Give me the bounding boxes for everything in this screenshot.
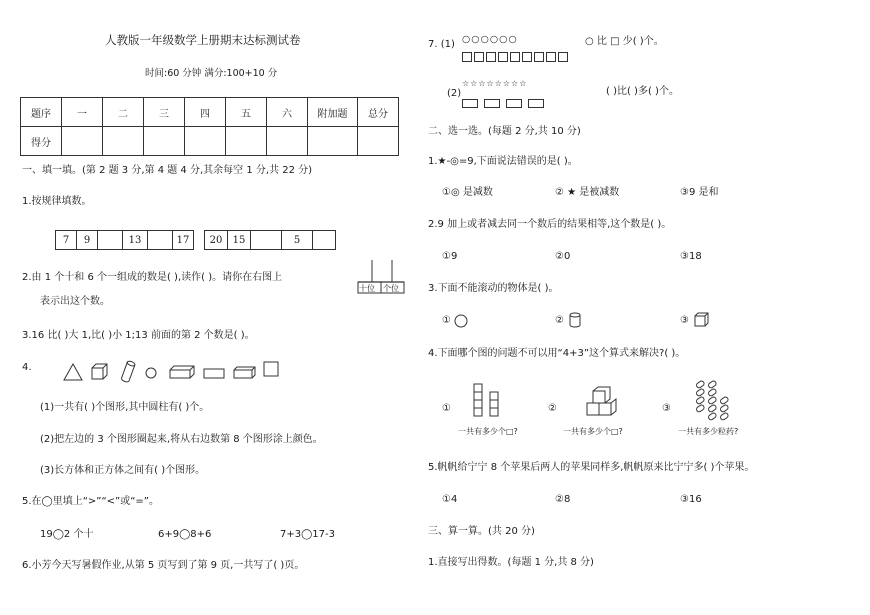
- score-header-cell: 六: [267, 98, 308, 127]
- score-cell[interactable]: [308, 127, 358, 156]
- sequence-blank[interactable]: [251, 231, 282, 249]
- s2-q4-option[interactable]: ③: [662, 403, 671, 414]
- s2-q5-option[interactable]: ②8: [555, 494, 571, 505]
- exam-title: 人教版一年级数学上册期末达标测试卷: [105, 33, 301, 47]
- score-header-cell: 总分: [358, 98, 399, 127]
- s1-q5-text: 5.在◯里填上“>”“<”或“=”。: [22, 496, 159, 507]
- triangle-icon: [64, 364, 82, 380]
- s2-q1-text: 1.★-◎=9,下面说法错误的是( )。: [428, 156, 578, 167]
- shapes-row: [62, 360, 282, 384]
- s2-q4-caption: 一共有多少个□?: [458, 427, 518, 436]
- q7-p1-text: ○ 比 □ 少( )个。: [585, 36, 664, 47]
- sequence-cell: 20: [205, 231, 228, 249]
- score-cell[interactable]: [358, 127, 399, 156]
- score-header-cell: 三: [144, 98, 185, 127]
- sequence-cell: 13: [123, 231, 148, 249]
- sequence-a: [55, 230, 194, 250]
- s2-q4-caption: 一共有多少粒药?: [678, 427, 739, 436]
- s2-q5-option[interactable]: ③16: [680, 494, 702, 505]
- cube-icon: [694, 312, 710, 328]
- s1-q5-item: 19◯2 个十: [40, 529, 94, 540]
- s2-q3-text: 3.下面不能滚动的物体是( )。: [428, 283, 559, 294]
- sequence-cell: 7: [56, 231, 77, 249]
- score-header-cell: 四: [185, 98, 226, 127]
- s2-q3-option[interactable]: ③: [680, 315, 689, 326]
- q7-circles: ○○○○○○: [462, 34, 518, 45]
- stacked-squares-icon: [472, 380, 512, 422]
- q7-p2-label: (2): [447, 88, 462, 99]
- s2-q2-text: 2.9 加上或者减去同一个数后的结果相等,这个数是( )。: [428, 219, 672, 230]
- score-cell[interactable]: [103, 127, 144, 156]
- cuboid-icon: [170, 366, 194, 378]
- q7-stars: ☆☆☆☆☆☆☆☆: [462, 79, 528, 88]
- circle-icon: [146, 368, 156, 378]
- s2-q2-option[interactable]: ②0: [555, 251, 571, 262]
- square-icon: [264, 362, 278, 376]
- s1-q2-line2: 表示出这个数。: [40, 296, 110, 307]
- pills-icon: [692, 378, 736, 424]
- score-row-label: 得分: [21, 127, 62, 156]
- stacked-cubes-icon: [585, 385, 621, 421]
- sequence-blank[interactable]: [313, 231, 335, 249]
- section3-heading: 三、算一算。(共 20 分): [428, 526, 535, 537]
- s1-q6: 6.小芳今天写暑假作业,从第 5 页写到了第 9 页,一共写了( )页。: [22, 560, 305, 571]
- s2-q3-option[interactable]: ①: [442, 315, 451, 326]
- s1-q4-a: (1)一共有( )个图形,其中圆柱有( )个。: [40, 402, 210, 413]
- q7-p2-text: ( )比( )多( )个。: [606, 86, 679, 97]
- score-table-header-row: [21, 98, 399, 127]
- s2-q1-option[interactable]: ② ★ 是被减数: [555, 187, 620, 198]
- sequence-blank[interactable]: [98, 231, 123, 249]
- abacus-ones-label: 个位: [383, 284, 399, 293]
- s3-q1-text: 1.直接写出得数。(每题 1 分,共 8 分): [428, 557, 594, 568]
- score-cell[interactable]: [62, 127, 103, 156]
- score-header-cell: 附加题: [308, 98, 358, 127]
- s2-q4-text: 4.下面哪个图的问题不可以用“4+3”这个算式来解决?( )。: [428, 348, 686, 359]
- score-cell[interactable]: [267, 127, 308, 156]
- cube-icon: [92, 364, 107, 379]
- score-header-cell: 五: [226, 98, 267, 127]
- abacus-tens-label: 十位: [359, 284, 375, 293]
- sequence-blank[interactable]: [148, 231, 173, 249]
- q7-p1-label: 7. (1): [428, 39, 455, 50]
- s1-q5-item: 6+9◯8+6: [158, 529, 212, 540]
- section2-heading: 二、选一选。(每题 2 分,共 10 分): [428, 126, 581, 137]
- s2-q5-text: 5.帆帆给宁宁 8 个苹果后两人的苹果同样多,帆帆原来比宁宁多( )个苹果。: [428, 462, 755, 473]
- score-table: [20, 97, 399, 156]
- s1-q1-text: 1.按规律填数。: [22, 196, 92, 207]
- s1-q2-line1: 2.由 1 个十和 6 个一组成的数是( ),读作( )。请你在右图上: [22, 272, 283, 283]
- score-header-cell: 一: [62, 98, 103, 127]
- sequence-cell: 17: [176, 234, 190, 246]
- sequence-cell: 9: [77, 231, 98, 249]
- s1-q4-b: (2)把左边的 3 个图形圈起来,将从右边数第 8 个图形涂上颜色。: [40, 434, 323, 445]
- sequence-cell: 5: [282, 231, 313, 249]
- s1-q3: 3.16 比( )大 1,比( )小 1;13 前面的第 2 个数是( )。: [22, 330, 255, 341]
- s2-q3-option[interactable]: ②: [555, 315, 564, 326]
- s2-q1-option[interactable]: ③9 是和: [680, 187, 719, 198]
- sequence-b: [204, 230, 336, 250]
- score-table-score-row: [21, 127, 399, 156]
- cuboid-icon: [234, 367, 255, 378]
- score-cell[interactable]: [185, 127, 226, 156]
- q7-rectangles: [462, 93, 550, 112]
- section1-heading: 一、填一填。(第 2 题 3 分,第 4 题 4 分,其余每空 1 分,共 22 分): [22, 165, 313, 176]
- q7-squares: [462, 46, 570, 65]
- s2-q1-option[interactable]: ①◎ 是减数: [442, 187, 493, 198]
- s2-q2-option[interactable]: ③18: [680, 251, 702, 262]
- cylinder-icon: [568, 312, 582, 328]
- s1-q4-label: 4.: [22, 362, 32, 373]
- s2-q2-option[interactable]: ①9: [442, 251, 458, 262]
- s2-q4-caption: 一共有多少个□?: [563, 427, 623, 436]
- s1-q5-item: 7+3◯17-3: [280, 529, 335, 540]
- s2-q4-option[interactable]: ①: [442, 403, 451, 414]
- s2-q5-option[interactable]: ①4: [442, 494, 458, 505]
- score-cell[interactable]: [226, 127, 267, 156]
- score-header-cell: 题序: [21, 98, 62, 127]
- score-cell[interactable]: [144, 127, 185, 156]
- s1-q4-c: (3)长方体和正方体之间有( )个图形。: [40, 465, 206, 476]
- exam-subtitle: 时间:60 分钟 满分:100+10 分: [145, 68, 278, 79]
- sequence-cell: 15: [228, 231, 251, 249]
- score-header-cell: 二: [103, 98, 144, 127]
- sphere-icon: [454, 314, 468, 328]
- rectangle-icon: [204, 369, 224, 378]
- s2-q4-option[interactable]: ②: [548, 403, 557, 414]
- cylinder-icon: [121, 360, 136, 382]
